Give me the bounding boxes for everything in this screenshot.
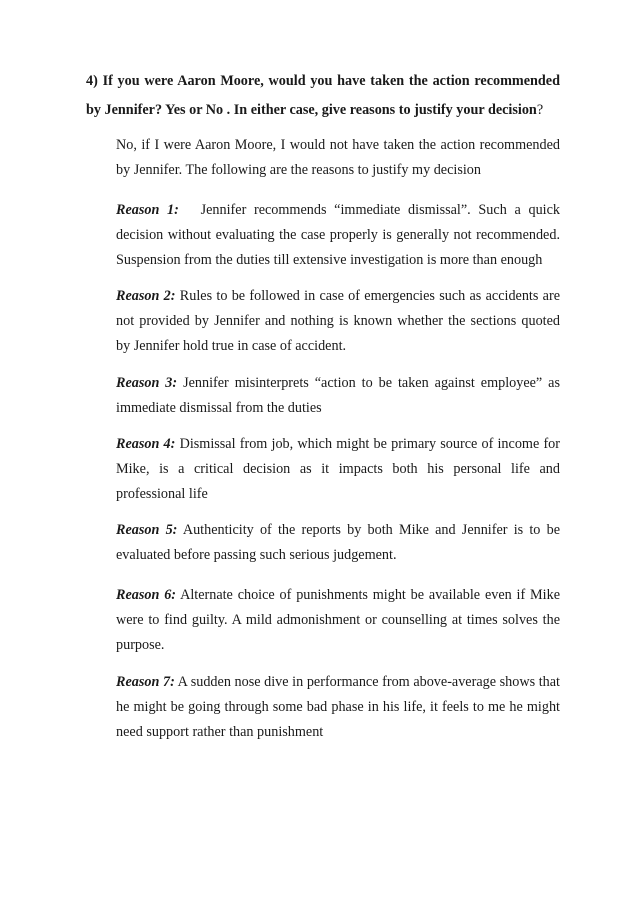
reason-5-label: Reason 5: <box>116 522 178 538</box>
reason-5-paragraph <box>116 518 560 568</box>
reason-4-label: Reason 4: <box>116 436 176 452</box>
reason-2-paragraph <box>116 284 560 359</box>
reason-3-text: Jennifer misinterprets “action to be taken against employee” as immediate dismissal from the duties <box>116 375 560 416</box>
reason-6-label: Reason 6: <box>116 587 177 603</box>
reason-6-paragraph <box>116 583 560 658</box>
reason-7-label: Reason 7: <box>116 674 175 690</box>
reason-3-paragraph <box>116 371 560 421</box>
reason-6-text: Alternate choice of punishments might be available even if Mike were to find guilty. A mild admonishment or counselling at times solves the purpose. <box>116 587 560 653</box>
question-heading <box>86 67 560 125</box>
reason-4-text: Dismissal from job, which might be primary source of income for Mike, is a critical decision as it impacts both his personal life and professional life <box>116 436 560 502</box>
answer-intro: No, if I were Aaron Moore, I would not have taken the action recommended by Jennifer. The following are the reasons to justify my decision <box>116 137 560 178</box>
reason-7-text: A sudden nose dive in performance from above-average shows that he might be going through some bad phase in his life, it feels to me he might need support rather than punishment <box>116 674 560 740</box>
reason-2-text: Rules to be followed in case of emergencies such as accidents are not provided by Jennifer and nothing is known whether the sections quoted by Jennifer hold true in case of accident. <box>116 288 560 354</box>
reason-2-label: Reason 2: <box>116 288 176 304</box>
reason-5-text: Authenticity of the reports by both Mike and Jennifer is to be evaluated before passing such serious judgement. <box>116 522 560 563</box>
reason-4-paragraph <box>116 432 560 507</box>
reason-1-text: Jennifer recommends “immediate dismissal”. Such a quick decision without evaluating the case properly is generally not recommended. Suspension from the duties till extensive investigation is more than enough <box>116 202 561 268</box>
reason-3-label: Reason 3: <box>116 375 178 391</box>
reason-7-paragraph <box>116 670 560 745</box>
question-end-mark: ? <box>536 102 544 118</box>
reason-1-label: Reason 1: <box>116 202 179 218</box>
question-text: 4) If you were Aaron Moore, would you have taken the action recommended by Jennifer? Yes or No . In either case, give reasons to justify your decision <box>86 73 560 118</box>
reason-1-paragraph <box>116 198 560 273</box>
